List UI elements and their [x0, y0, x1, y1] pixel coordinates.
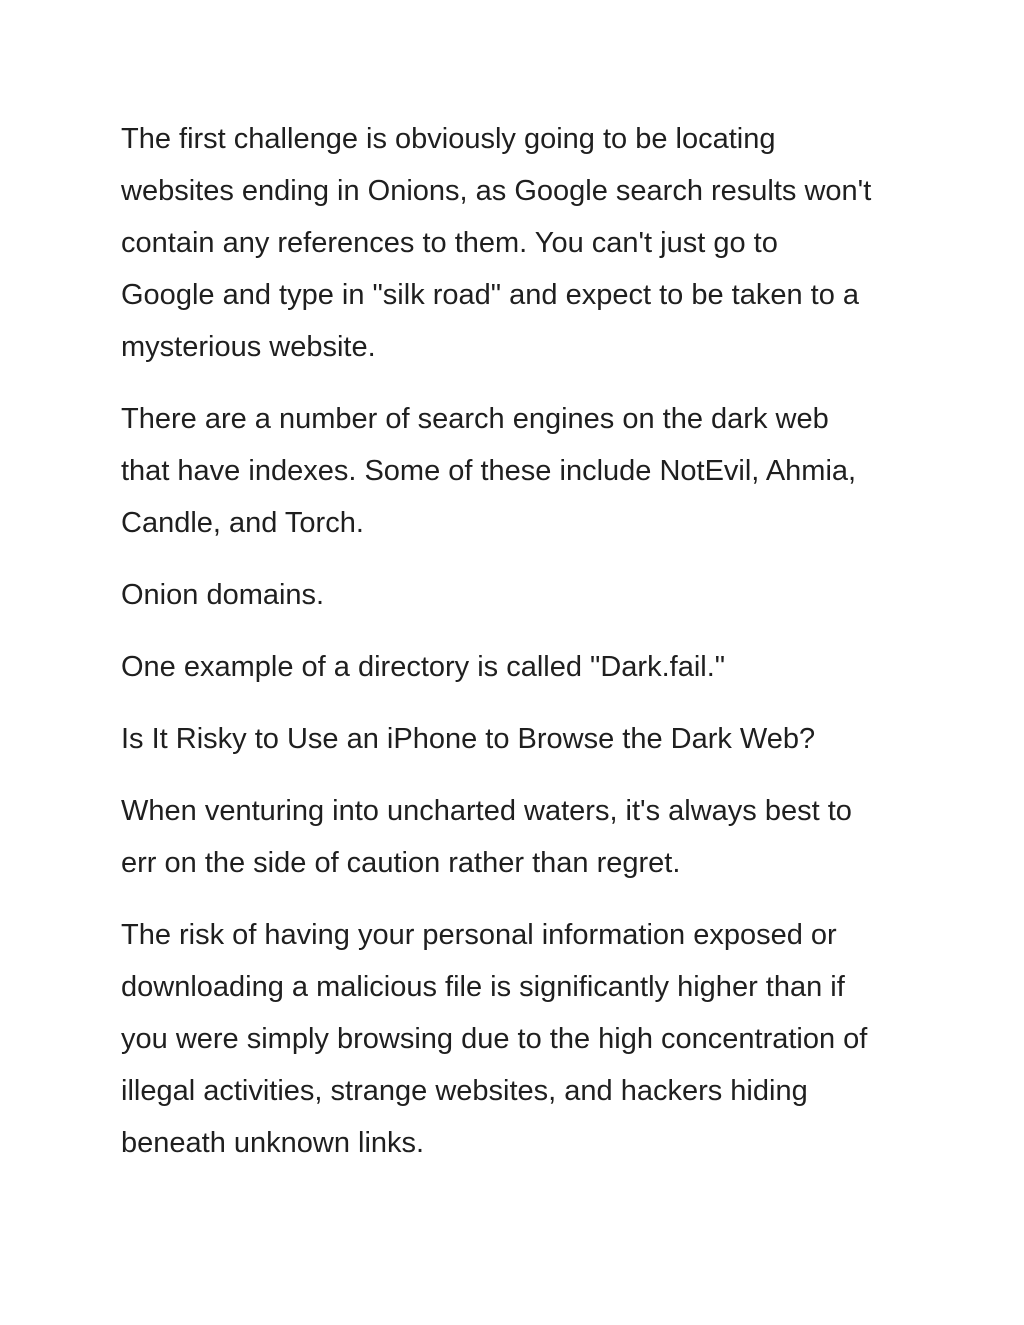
- paragraph-search-engines: There are a number of search engines on the dark web that have indexes. Some of these include NotEvil, Ahmia, Candle, and Torch.: [121, 403, 857, 539]
- paragraph-directory-example: One example of a directory is called "Dark.fail.": [121, 651, 726, 683]
- paragraph-risk: The risk of having your personal information exposed or downloading a malicious file is significantly higher than if you were simply browsing due to the high concentration of illegal activities, strange websites, and hackers hiding beneath unknown links.: [121, 919, 868, 1159]
- paragraph-search-challenge: The first challenge is obviously going to be locating websites ending in Onions, as Google search results won't contain any references to them. You can't just go to Google and type in "silk road" and expect to be taken to a mysterious website.: [121, 123, 872, 363]
- paragraph-iphone-question: Is It Risky to Use an iPhone to Browse the Dark Web?: [121, 723, 816, 755]
- document-body: [121, 113, 921, 1189]
- paragraph-caution: When venturing into uncharted waters, it's always best to err on the side of caution rather than regret.: [121, 795, 852, 879]
- paragraph-onion-domains: Onion domains.: [121, 579, 325, 611]
